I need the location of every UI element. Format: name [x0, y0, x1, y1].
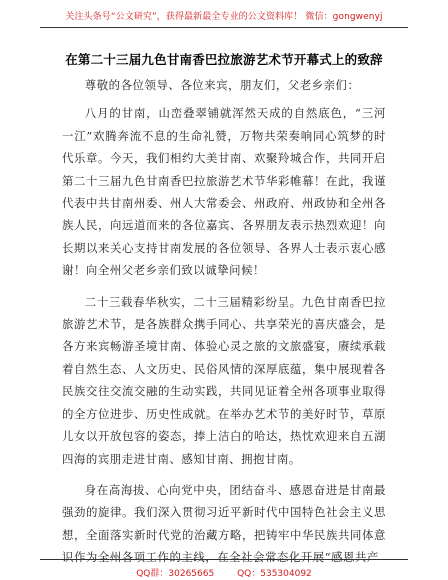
body-paragraph: 二十三载春华秋实，二十三届精彩纷呈。九色甘南香巴拉旅游艺术节，是各族群众携手同心、共享荣光的喜庆盛会，是各方来宾畅游圣境甘南、体验心灵之旅的文旅盛宴，赓续承载着自然生态、人文历史、民俗风情的深厚底蕴，集中展现着各民族交往交流交融的生动实践，共同见证着全州各项事业取得的全方位进步、历史性成就。在举办艺术节的美好时节，草原儿女以开放包容的姿态，捧上洁白的哈达，热忱欢迎来自五湖四海的宾朋走进甘南、感知甘南、拥抱甘南。: [62, 294, 386, 466]
body-paragraph: 八月的甘南，山峦叠翠铺就浑然天成的自然底色，“三河一江”欢腾奔流不息的生命礼赞，万物共荣奏响同心筑梦的时代乐章。今天，我们相约大美甘南、欢聚羚城合作，共同开启第二十三届九色甘南香巴拉旅游艺术节华彩帷幕！在此，我谨代表中共甘南州委、州人大常委会、州政府、州政协和全州各族人民，向远道而来的各位嘉宾、各界朋友表示热烈欢迎！向长期以来关心支持甘南发展的各位领导、各界人士表示衷心感谢！向全州父老乡亲们致以诚挚问候！: [62, 106, 386, 278]
footer-qq-group: QQ群：30265665: [136, 569, 215, 579]
header-banner: 关注头条号“公文研究”，获得最新最全专业的公文资料库！ 微信：gongwenyj: [65, 12, 383, 22]
document-body: [62, 74, 386, 578]
document-title: 在第二十三届九色甘南香巴拉旅游艺术节开幕式上的致辞: [65, 52, 383, 67]
body-paragraph: 身在高海拔、心向党中央，团结奋斗、感恩奋进是甘南最强劲的旋律。我们深入贯彻习近平新时代中国特色社会主义思想，全面落实新时代党的治藏方略，把铸牢中华民族共同体意识作为全州各项工作的主线，在全社会常态化开展“感恩共产: [62, 482, 386, 565]
header-divider: [40, 27, 408, 28]
footer-divider: [40, 559, 408, 560]
footer: [0, 566, 448, 579]
footer-qq: QQ：535304092: [237, 569, 312, 579]
salutation-paragraph: 尊敬的各位领导、各位来宾，朋友们，父老乡亲们：: [84, 78, 360, 92]
